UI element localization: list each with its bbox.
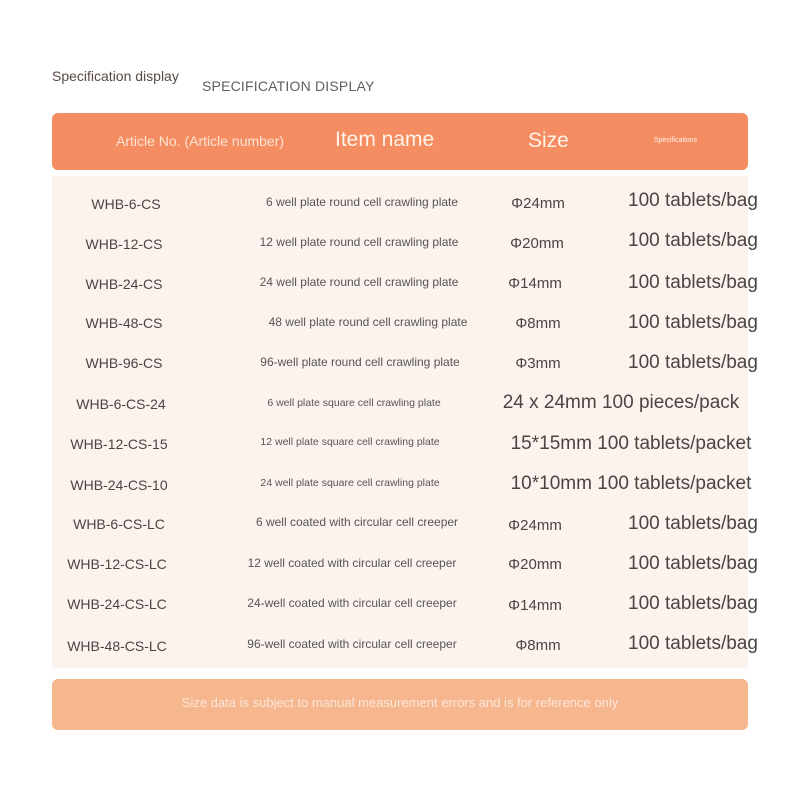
header-article: Article No. (Article number) bbox=[116, 133, 285, 149]
row-spec: 100 tablets/bag bbox=[628, 272, 758, 293]
row-size: Φ24mm bbox=[511, 195, 565, 212]
row-item-name: 96-well coated with circular cell creeper bbox=[247, 637, 457, 651]
row-size: Φ14mm bbox=[508, 275, 562, 292]
row-item-name: 6 well plate square cell crawling plate bbox=[267, 397, 441, 409]
row-spec: 100 tablets/bag bbox=[628, 230, 758, 251]
row-article: WHB-12-CS bbox=[85, 236, 163, 252]
row-item-name: 12 well plate square cell crawling plate bbox=[260, 436, 440, 448]
row-item-name: 24-well coated with circular cell creeper bbox=[247, 596, 457, 610]
row-spec: 100 tablets/bag bbox=[628, 633, 758, 654]
row-article: WHB-96-CS bbox=[85, 355, 163, 371]
row-article: WHB-6-CS-LC bbox=[73, 516, 165, 532]
row-item-name: 48 well plate round cell crawling plate bbox=[268, 315, 468, 329]
header-item-name: Item name bbox=[335, 128, 435, 151]
row-article: WHB-12-CS-15 bbox=[70, 436, 168, 452]
footer-note: Size data is subject to manual measurement errors and is for reference only bbox=[181, 695, 619, 710]
row-item-name: 12 well coated with circular cell creeper bbox=[247, 556, 457, 570]
header-size: Size bbox=[528, 129, 569, 152]
table-header bbox=[52, 113, 748, 170]
page-title: SPECIFICATION DISPLAY bbox=[202, 78, 375, 94]
row-item-name: 12 well plate round cell crawling plate bbox=[259, 235, 459, 249]
row-article: WHB-24-CS-10 bbox=[70, 477, 168, 493]
row-item-name: 24 well plate square cell crawling plate bbox=[260, 477, 440, 489]
row-size: Φ24mm bbox=[508, 517, 562, 534]
row-size-spec: 24 x 24mm 100 pieces/pack bbox=[502, 392, 740, 413]
row-spec: 100 tablets/bag bbox=[628, 312, 758, 333]
row-article: WHB-48-CS bbox=[85, 315, 163, 331]
row-size: Φ8mm bbox=[515, 637, 561, 654]
row-spec: 100 tablets/bag bbox=[628, 553, 758, 574]
row-size: Φ14mm bbox=[508, 597, 562, 614]
row-article: WHB-48-CS-LC bbox=[67, 638, 167, 654]
row-spec: 100 tablets/bag bbox=[628, 190, 758, 211]
row-article: WHB-24-CS-LC bbox=[67, 596, 167, 612]
row-article: WHB-24-CS bbox=[85, 276, 163, 292]
row-item-name: 6 well plate round cell crawling plate bbox=[265, 195, 459, 209]
row-size: Φ20mm bbox=[510, 235, 564, 252]
page-subtitle: Specification display bbox=[52, 68, 179, 84]
row-spec: 100 tablets/bag bbox=[628, 593, 758, 614]
row-article: WHB-6-CS-24 bbox=[76, 396, 166, 412]
row-size-spec: 10*10mm 100 tablets/packet bbox=[510, 473, 752, 494]
row-item-name: 6 well coated with circular cell creeper bbox=[255, 515, 459, 529]
row-item-name: 96-well plate round cell crawling plate bbox=[260, 355, 460, 369]
row-size-spec: 15*15mm 100 tablets/packet bbox=[510, 433, 752, 454]
row-size: Φ3mm bbox=[515, 355, 561, 372]
row-article: WHB-6-CS bbox=[91, 196, 161, 212]
row-size: Φ8mm bbox=[515, 315, 561, 332]
row-spec: 100 tablets/bag bbox=[628, 513, 758, 534]
row-size: Φ20mm bbox=[508, 556, 562, 573]
row-article: WHB-12-CS-LC bbox=[67, 556, 167, 572]
header-specifications: Specifications bbox=[654, 137, 698, 144]
row-spec: 100 tablets/bag bbox=[628, 352, 758, 373]
row-item-name: 24 well plate round cell crawling plate bbox=[259, 275, 459, 289]
footer-note-banner bbox=[52, 679, 748, 730]
